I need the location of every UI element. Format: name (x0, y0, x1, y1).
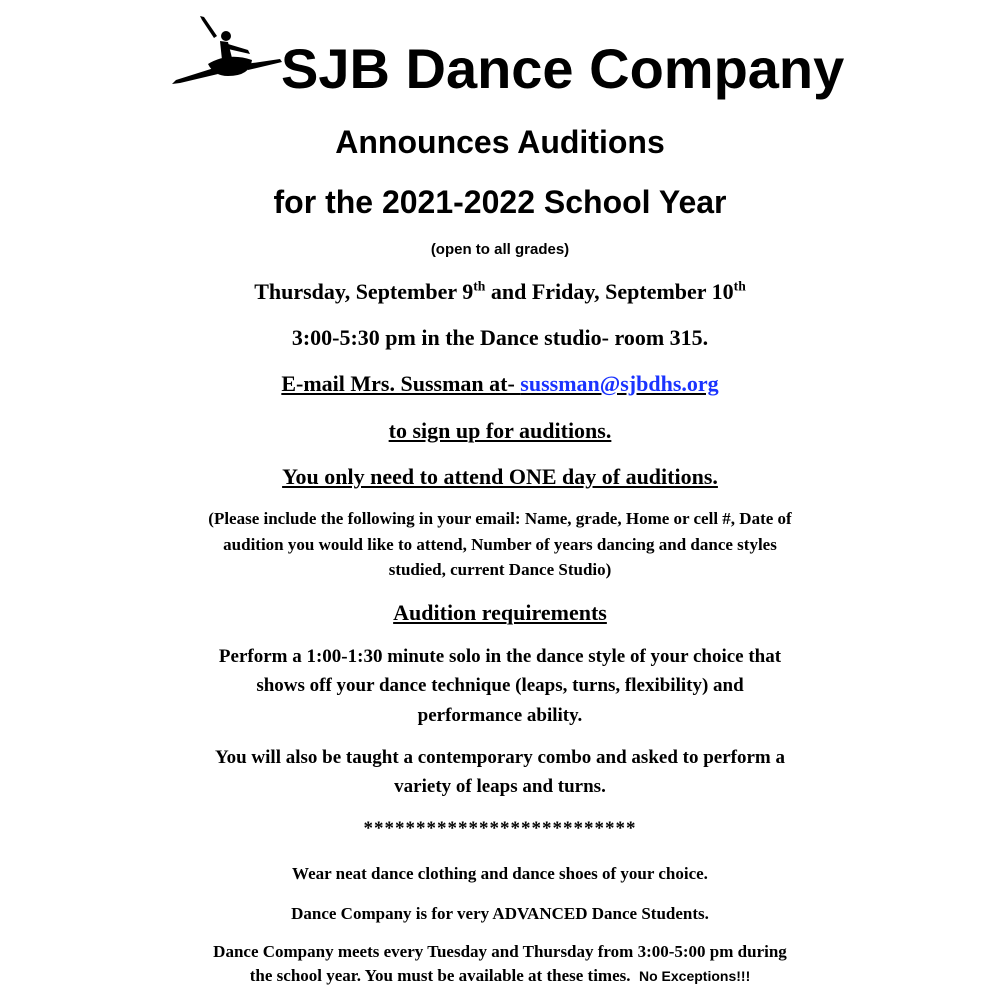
date-thursday-suffix: th (473, 278, 486, 294)
clothing-note: Wear neat dance clothing and dance shoes of your choice. (292, 864, 708, 883)
one-day-line: You only need to attend ONE day of auditions. (282, 464, 718, 489)
audition-dates (0, 279, 1000, 305)
page-title: SJB Dance Company (281, 37, 845, 100)
email-line (0, 371, 1000, 397)
advanced-note: Dance Company is for very ADVANCED Dance Students. (291, 904, 709, 923)
combo-line-2: variety of leaps and turns. (394, 776, 606, 797)
email-note-line-2: audition you would like to attend, Number of years dancing and dance styles (223, 535, 777, 554)
solo-line-2: shows off your dance technique (leaps, turns, flexibility) and (256, 675, 744, 696)
requirements-heading: Audition requirements (393, 600, 607, 625)
solo-line-3: performance ability. (417, 705, 583, 726)
email-link[interactable]: sussman@sjbdhs.org (520, 371, 719, 396)
email-note-line-3: studied, current Dance Studio) (388, 560, 612, 579)
header (0, 14, 1000, 104)
ballet-dancer-silhouette-icon (170, 14, 282, 88)
date-friday: and Friday, September 10 (485, 279, 734, 304)
email-prefix: E-mail Mrs. Sussman at- (281, 371, 521, 396)
school-year-heading: for the 2021-2022 School Year (273, 184, 727, 220)
email-note-line-1: (Please include the following in your email: Name, grade, Home or cell #, Date of (208, 509, 792, 528)
meets-line-1: Dance Company meets every Tuesday and Thursday from 3:00-5:00 pm during (213, 942, 787, 961)
time-location: 3:00-5:30 pm in the Dance studio- room 315. (291, 325, 709, 350)
signup-line: to sign up for auditions. (388, 418, 612, 443)
date-friday-suffix: th (733, 278, 746, 294)
announce-heading: Announces Auditions (335, 124, 665, 160)
divider-asterisks: ************************** (363, 818, 637, 839)
meets-line-2-text: the school year. You must be available at these times. (249, 966, 631, 985)
date-thursday: Thursday, September 9 (254, 279, 474, 304)
combo-line-1: You will also be taught a contemporary combo and asked to perform a (215, 747, 785, 768)
meets-line-2 (0, 966, 1000, 986)
solo-line-1: Perform a 1:00-1:30 minute solo in the dance style of your choice that (218, 646, 782, 667)
no-exceptions-note: No Exceptions!!! (639, 968, 751, 984)
open-grades-note: (open to all grades) (430, 241, 570, 258)
